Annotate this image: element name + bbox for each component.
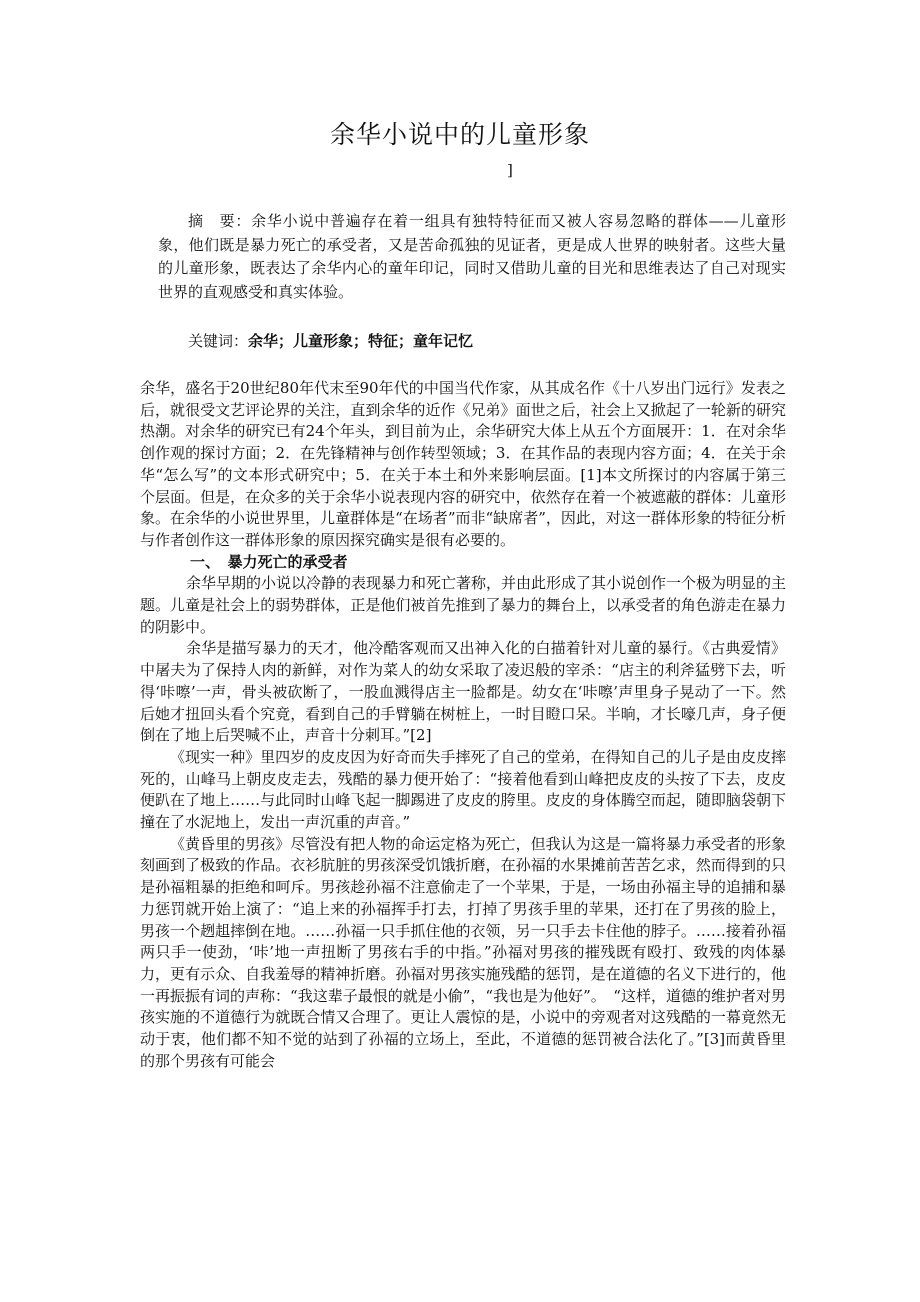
document-title: 余华小说中的儿童形象 bbox=[329, 120, 590, 149]
section-heading: 一、 暴力死亡的承受者 bbox=[190, 552, 348, 571]
body-paragraph: 余华早期的小说以冷静的表现暴力和死亡著称，并由此形成了其小说创作一个极为明显的主题。儿童是社会上的弱势群体，正是他们被首先推到了暴力的舞台上，以承受者的角色游走在暴力的阴影中。 bbox=[140, 574, 787, 636]
body-text bbox=[140, 378, 786, 1073]
bracket-mark: ] bbox=[507, 161, 513, 179]
body-paragraph: 《现实一种》里四岁的皮皮因为好奇而失手摔死了自己的堂弟，在得知自己的儿子是由皮皮摔死的，山峰马上朝皮皮走去，残酷的暴力便开始了：“接着他看到山峰把皮皮的头按了下去，皮皮便趴在了地上……与此同时山峰飞起一脚踢进了皮皮的胯里。皮皮的身体腾空而起，随即脑袋朝下撞在了水泥地上，发出一声沉重的声音。” bbox=[140, 747, 786, 832]
keywords-label: 关键词： bbox=[188, 332, 249, 350]
keywords-values: 余华；儿童形象；特征；童年记忆 bbox=[248, 332, 474, 350]
abstract-paragraph: 摘 要：余华小说中普遍存在着一组具有独特特征而又被人容易忽略的群体——儿童形象，他们既是暴力死亡的承受者，又是苦命孤独的见证者，更是成人世界的映射者。这些大量的儿童形象，既表达了余华内心的童年印记，同时又借助儿童的目光和思维表达了自己对现实世界的直观感受和真实体验。 bbox=[158, 212, 786, 301]
keywords-line bbox=[188, 331, 473, 351]
body-paragraph: 《黄昏里的男孩》尽管没有把人物的命运定格为死亡，但我认为这是一篇将暴力承受者的形象刻画到了极致的作品。衣衫肮脏的男孩深受饥饿折磨，在孙福的水果摊前苦苦乞求，然而得到的只是孙福粗暴的拒绝和呵斥。男孩趁孙福不注意偷走了一个苹果，于是，一场由孙福主导的追捕和暴力惩罚就开始上演了：“追上来的孙福挥手打去，打掉了男孩手里的苹果，还打在了男孩的脸上，男孩一个趔趄摔倒在地。……孙福一只手抓住他的衣领，另一只手去卡住他的脖子。……接着孙福两只手一使劲，‘咔’地一声扭断了男孩右手的中指。”孙福对男孩的摧残既有殴打、致残的肉体暴力，更有示众、自我羞辱的精神折磨。孙福对男孩实施残酷的惩罚，是在道德的名义下进行的，他一再振振有词的声称：“我这辈子最恨的就是小偷”，“我也是为他好”。 “这样，道德的维护者对男孩实施的不道德行为就既合情又合理了。更让人震惊的是，小说中的旁观者对这残酷的一幕竟然无动于衷，他们都不知不觉的站到了孙福的立场上，至此，不道德的惩罚被合法化了。”[3]而黄昏里的那个男孩有可能会 bbox=[140, 834, 786, 1070]
intro-paragraph: 余华，盛名于20世纪80年代末至90年代的中国当代作家，从其成名作《十八岁出门远行》发表之后，就很受文艺评论界的关注，直到余华的近作《兄弟》面世之后，社会上又掀起了一轮新的研究热潮。对余华的研究已有24个年头，到目前为止，余华研究大体上从五个方面展开：1．在对余华创作观的探讨方面；2．在先锋精神与创作转型领域；3．在其作品的表现内容方面；4．在关于余华“怎么写”的文本形式研究中；5．在关于本土和外来影响层面。[1]本文所探讨的内容属于第三个层面。但是，在众多的关于余华小说表现内容的研究中，依然存在着一个被遮蔽的群体：儿童形象。在余华的小说世界里，儿童群体是“在场者”而非“缺席者”，因此，对这一群体形象的特征分析与作者创作这一群体形象的原因探究确实是很有必要的。 bbox=[140, 379, 786, 549]
body-paragraph: 余华是描写暴力的天才，他冷酷客观而又出神入化的白描着针对儿童的暴行。《古典爱情》中屠夫为了保持人肉的新鲜，对作为菜人的幼女采取了凌迟般的宰杀：“店主的利斧猛劈下去，听得‘咔嚓’一声，骨头被砍断了，一股血溅得店主一脸都是。幼女在‘咔嚓’声里身子晃动了一下。然后她才扭回头看个究竟，看到自己的手臂躺在树桩上，一时目瞪口呆。半晌，才长嚎几声，身子便倒在了地上后哭喊不止，声音十分刺耳。”[2] bbox=[140, 639, 786, 745]
